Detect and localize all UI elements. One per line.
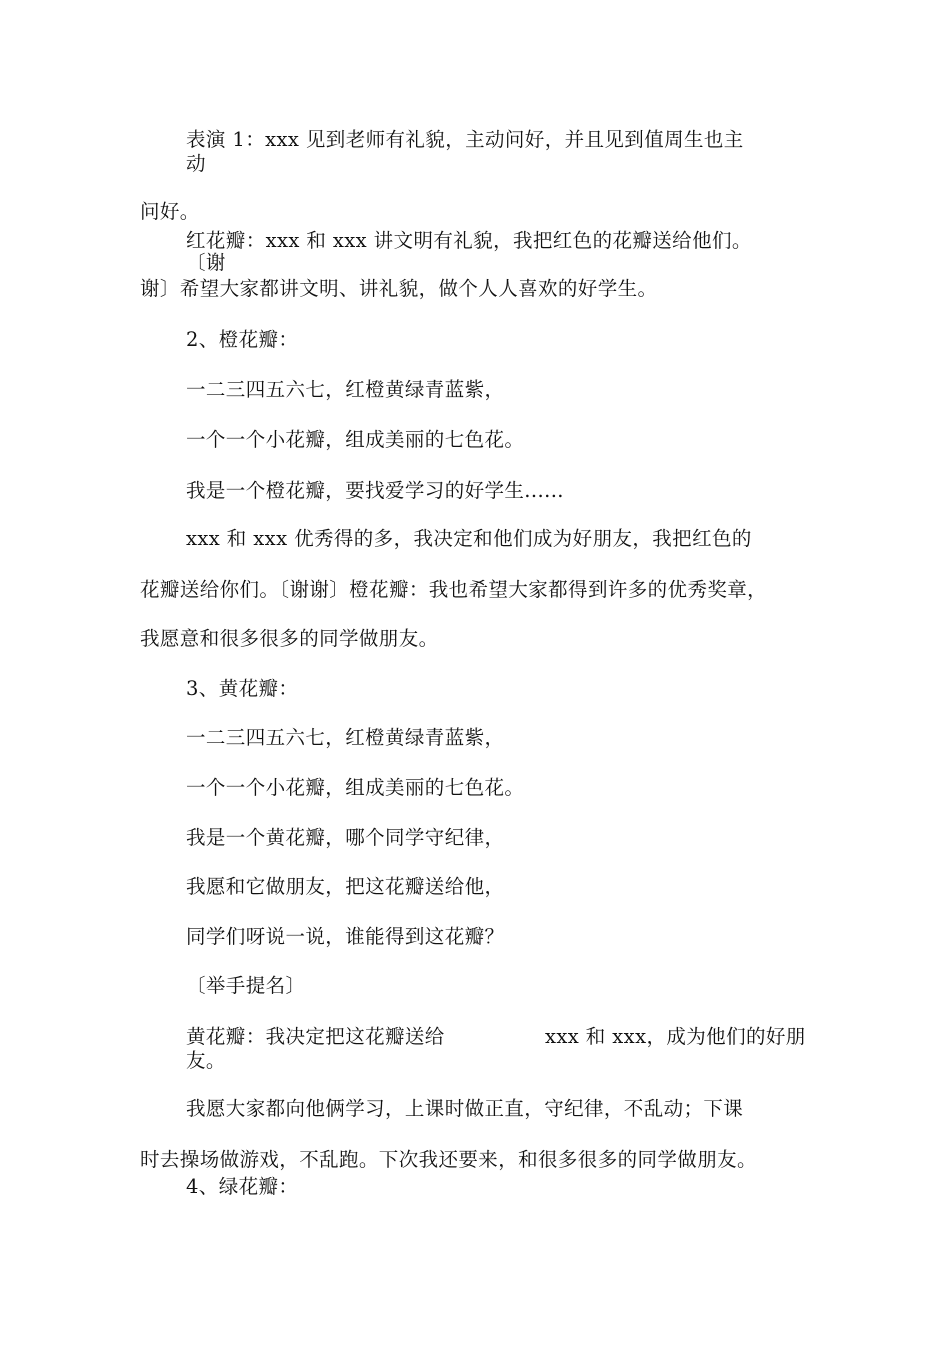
text-line: xxx 和 xxx，成为他们的好朋: [545, 1025, 806, 1048]
text-line: 同学们呀说一说，谁能得到这花瓣？: [186, 925, 505, 948]
text-line: 花瓣送给你们。〔谢谢〕橙花瓣：我也希望大家都得到许多的优秀奖章，: [140, 578, 768, 601]
section-heading: 2、橙花瓣：: [186, 328, 299, 351]
text-line: 一个一个小花瓣，组成美丽的七色花。: [186, 428, 525, 451]
section-heading: 3、黄花瓣：: [186, 677, 299, 700]
text-line: 〔谢: [186, 251, 226, 274]
text-line: 问好。: [140, 200, 200, 223]
text-line: 一二三四五六七，红橙黄绿青蓝紫，: [186, 726, 505, 749]
text-line: 〔举手提名〕: [186, 974, 306, 997]
text-line: 我愿意和很多很多的同学做朋友。: [140, 627, 439, 650]
section-heading: 4、绿花瓣：: [186, 1175, 299, 1198]
text-line: 一二三四五六七，红橙黄绿青蓝紫，: [186, 378, 505, 401]
text-line: 我是一个黄花瓣，哪个同学守纪律，: [186, 826, 505, 849]
text-line: 时去操场做游戏，不乱跑。下次我还要来，和很多很多的同学做朋友。: [140, 1148, 757, 1171]
text-line: 我愿和它做朋友，把这花瓣送给他，: [186, 875, 505, 898]
text-line: 表演 1：xxx 见到老师有礼貌，主动问好，并且见到值周生也主: [186, 128, 744, 151]
text-line: 红花瓣：xxx 和 xxx 讲文明有礼貌，我把红色的花瓣送给他们。: [186, 229, 752, 252]
text-line: 我是一个橙花瓣，要找爱学习的好学生......: [186, 479, 564, 502]
text-line: 谢〕希望大家都讲文明、讲礼貌，做个人人喜欢的好学生。: [140, 277, 658, 300]
text-line: xxx 和 xxx 优秀得的多，我决定和他们成为好朋友，我把红色的: [186, 527, 752, 550]
text-line: 一个一个小花瓣，组成美丽的七色花。: [186, 776, 525, 799]
text-line: 黄花瓣：我决定把这花瓣送给: [186, 1025, 445, 1048]
text-line: 我愿大家都向他俩学习，上课时做正直，守纪律，不乱动；下课: [186, 1097, 744, 1120]
text-line: 友。: [186, 1049, 226, 1072]
text-line: 动: [186, 152, 206, 175]
